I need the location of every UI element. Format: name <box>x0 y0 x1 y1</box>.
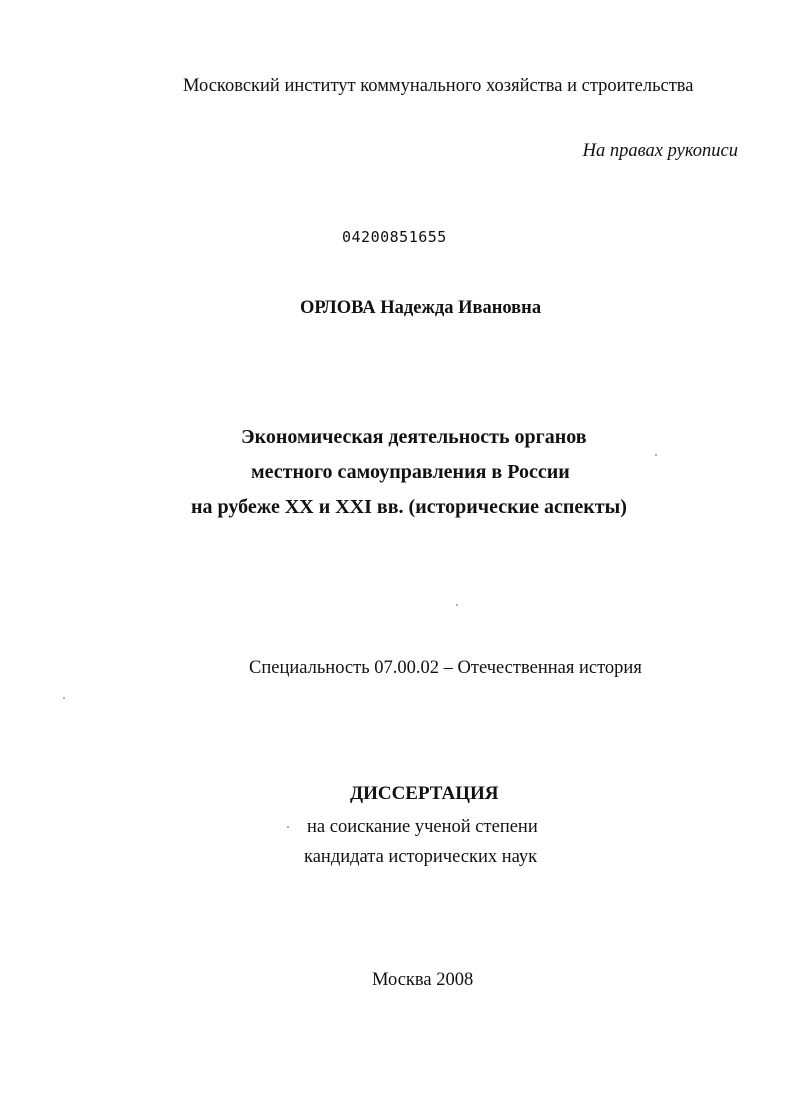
scan-speck <box>287 826 289 828</box>
work-type: ДИССЕРТАЦИЯ <box>350 783 499 804</box>
institution-name: Московский институт коммунального хозяйства и строительства <box>183 76 694 96</box>
specialty: Специальность 07.00.02 – Отечественная история <box>249 658 642 678</box>
title-line-1: Экономическая деятельность органов <box>241 426 587 448</box>
degree-line-2: кандидата исторических наук <box>304 847 538 867</box>
scan-speck <box>655 454 657 456</box>
document-code: 04200851655 <box>342 228 447 246</box>
rights-note: На правах рукописи <box>582 141 738 161</box>
scan-speck <box>456 604 458 606</box>
place-year: Москва 2008 <box>372 970 474 990</box>
title-line-2: местного самоуправления в России <box>251 461 570 483</box>
degree-line-1: на соискание ученой степени <box>307 817 538 837</box>
title-line-3: на рубеже XX и XXI вв. (исторические аспекты) <box>191 496 627 518</box>
scan-speck <box>63 697 65 699</box>
author-name: ОРЛОВА Надежда Ивановна <box>300 298 542 318</box>
